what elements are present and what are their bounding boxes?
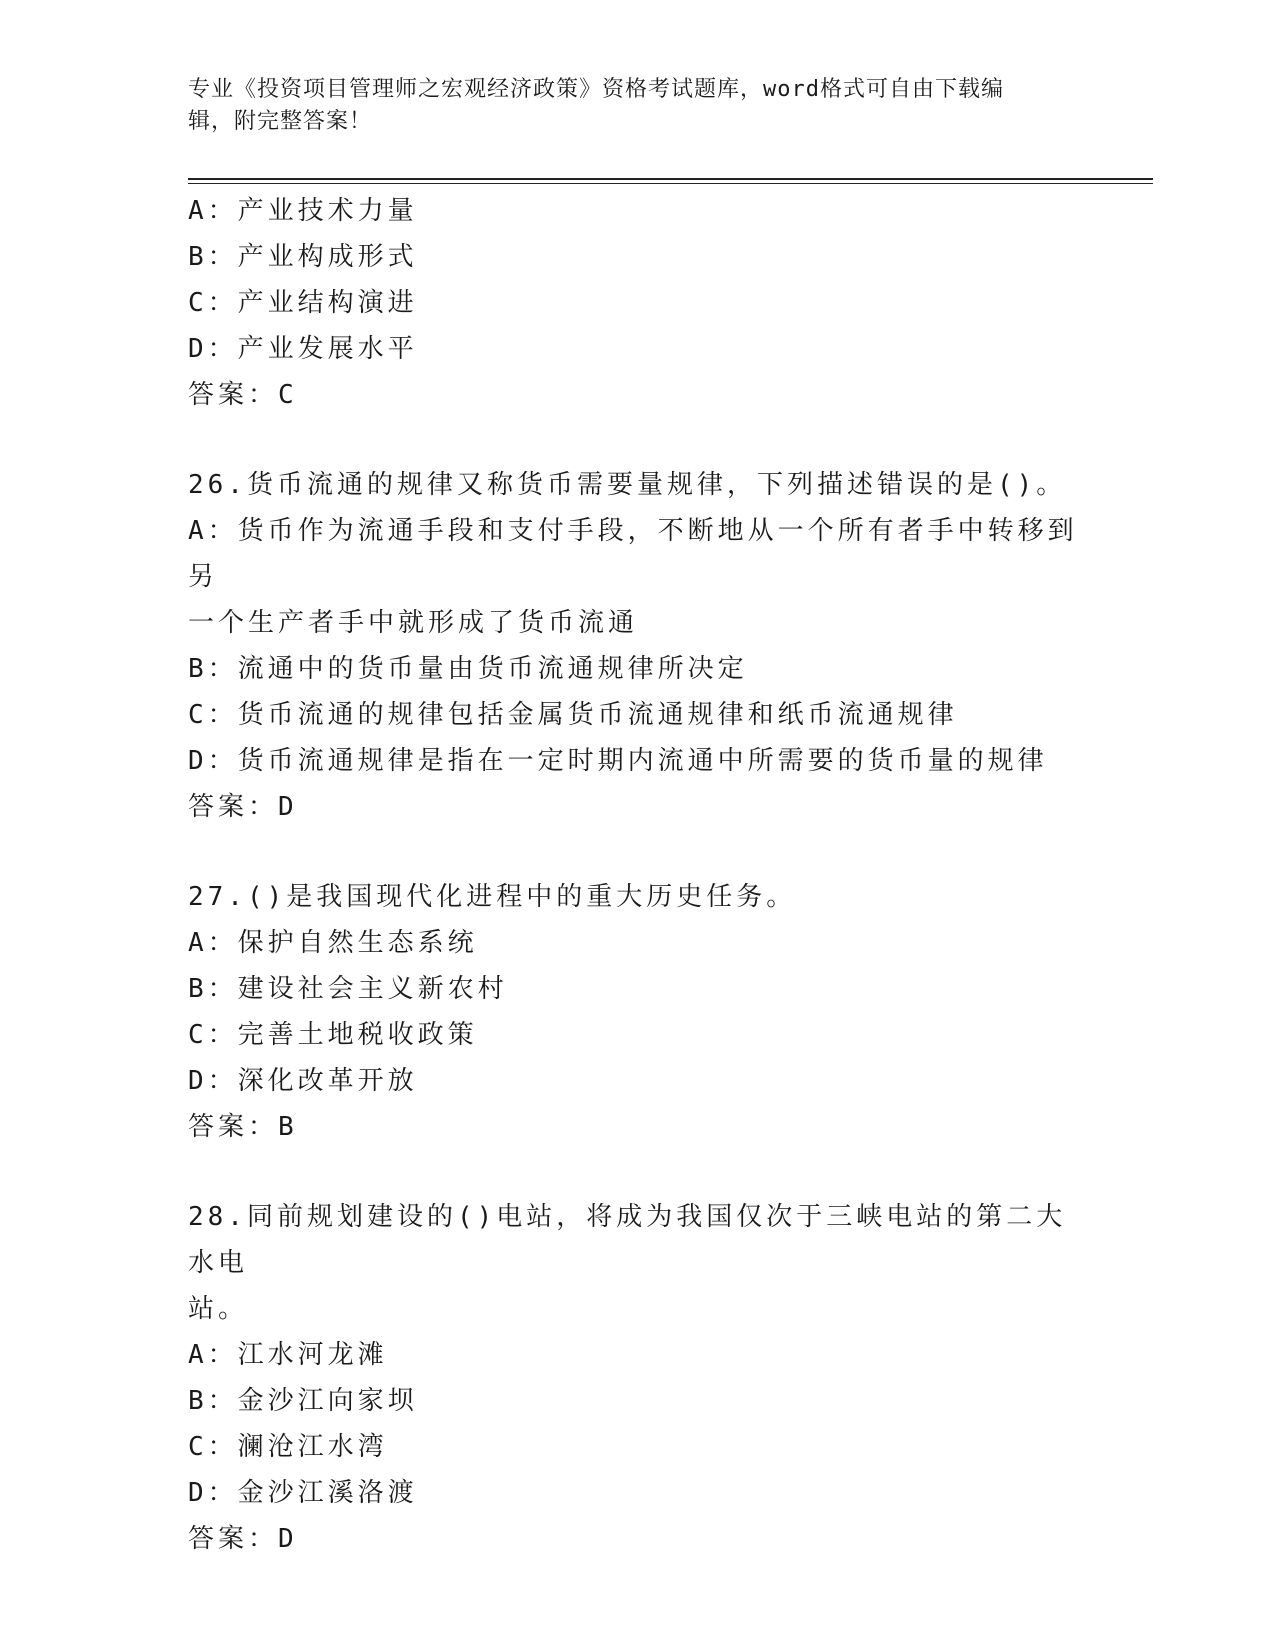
question-list — [188, 188, 1088, 1562]
option-a-line-1: A：货币作为流通手段和支付手段，不断地从一个所有者手中转移到另 — [188, 516, 1078, 592]
header-divider-thin — [188, 183, 1153, 184]
option-c: C：澜沧江水湾 — [188, 1432, 388, 1462]
question-text-line-1: 28.同前规划建设的()电站，将成为我国仅次于三峡电站的第二大水电 — [188, 1202, 1067, 1278]
answer: 答案：D — [188, 1524, 298, 1554]
option-c: C：货币流通的规律包括金属货币流通规律和纸币流通规律 — [188, 700, 958, 730]
answer: 答案：D — [188, 792, 298, 822]
spacer — [188, 1150, 1088, 1194]
header-divider-thick — [188, 178, 1153, 180]
spacer — [188, 418, 1088, 462]
option-a: A：江水河龙滩 — [188, 1340, 388, 1370]
option-c: C：产业结构演进 — [188, 288, 418, 318]
question-25-block — [188, 188, 1088, 418]
option-b: B：金沙江向家坝 — [188, 1386, 418, 1416]
option-d: D：产业发展水平 — [188, 334, 418, 364]
question-text-line-2: 站。 — [188, 1294, 249, 1324]
question-text: 27.()是我国现代化进程中的重大历史任务。 — [188, 882, 797, 912]
question-28-block — [188, 1194, 1088, 1562]
option-a: A：保护自然生态系统 — [188, 928, 478, 958]
option-a: A：产业技术力量 — [188, 196, 418, 226]
option-b: B：产业构成形式 — [188, 242, 418, 272]
spacer — [188, 830, 1088, 874]
option-a-line-2: 一个生产者手中就形成了货币流通 — [188, 608, 639, 638]
option-d: D：深化改革开放 — [188, 1066, 418, 1096]
option-b: B：流通中的货币量由货币流通规律所决定 — [188, 654, 748, 684]
header-line-2: 辑，附完整答案！ — [188, 109, 373, 134]
question-27-block — [188, 874, 1088, 1150]
document-header — [188, 74, 1088, 138]
answer: 答案：B — [188, 1112, 298, 1142]
option-c: C：完善土地税收政策 — [188, 1020, 478, 1050]
question-text: 26.货币流通的规律又称货币需要量规律，下列描述错误的是()。 — [188, 470, 1067, 500]
answer: 答案：C — [188, 380, 298, 410]
option-d: D：货币流通规律是指在一定时期内流通中所需要的货币量的规律 — [188, 746, 1048, 776]
option-b: B：建设社会主义新农村 — [188, 974, 508, 1004]
question-26-block — [188, 462, 1088, 830]
header-line-1: 专业《投资项目管理师之宏观经济政策》资格考试题库，word格式可自由下载编 — [188, 77, 1004, 102]
option-d: D：金沙江溪洛渡 — [188, 1478, 418, 1508]
